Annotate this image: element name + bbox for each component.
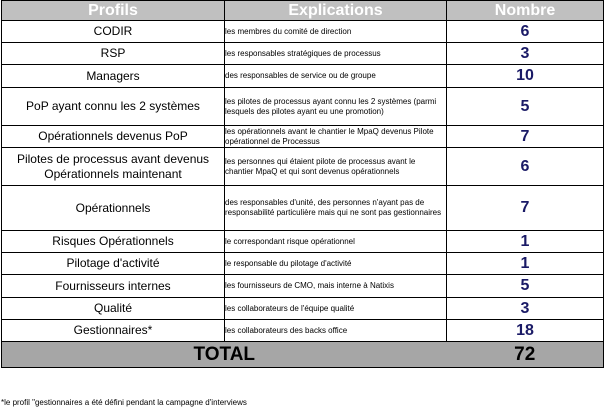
nombre-cell: 18 bbox=[447, 320, 604, 342]
footnote: *le profil "gestionnaires a été défini pendant la campagne d'interviews bbox=[1, 398, 247, 407]
profil-cell: Risques Opérationnels bbox=[2, 231, 225, 253]
header-row bbox=[2, 1, 604, 21]
table-row bbox=[2, 231, 604, 253]
nombre-cell: 3 bbox=[447, 298, 604, 320]
profil-cell: Pilotage d'activité bbox=[2, 253, 225, 275]
table-row bbox=[2, 253, 604, 275]
total-label: TOTAL bbox=[2, 342, 447, 368]
nombre-cell: 5 bbox=[447, 88, 604, 126]
explication-cell: le correspondant risque opérationnel bbox=[225, 231, 447, 253]
header-explications: Explications bbox=[225, 1, 447, 21]
table-row bbox=[2, 65, 604, 88]
explication-cell: les opérationnels avant le chantier le MpaQ devenus Pilote opérationnel de Processus bbox=[225, 126, 447, 148]
total-row bbox=[2, 342, 604, 368]
nombre-cell: 1 bbox=[447, 231, 604, 253]
table-row bbox=[2, 88, 604, 126]
profil-cell: Fournisseurs internes bbox=[2, 275, 225, 298]
nombre-cell: 3 bbox=[447, 43, 604, 65]
header-nombre: Nombre bbox=[447, 1, 604, 21]
nombre-cell: 7 bbox=[447, 126, 604, 148]
profil-cell: CODIR bbox=[2, 21, 225, 43]
explication-cell: les collaborateurs de l'équipe qualité bbox=[225, 298, 447, 320]
table-row bbox=[2, 298, 604, 320]
explication-cell: les collaborateurs des backs office bbox=[225, 320, 447, 342]
nombre-cell: 5 bbox=[447, 275, 604, 298]
explication-cell: les personnes qui étaient pilote de processus avant le chantier MpaQ et qui sont devenus opérationnels bbox=[225, 148, 447, 186]
table-row bbox=[2, 126, 604, 148]
nombre-cell: 1 bbox=[447, 253, 604, 275]
explication-cell: des responsables de service ou de groupe bbox=[225, 65, 447, 88]
nombre-cell: 7 bbox=[447, 186, 604, 231]
table-row bbox=[2, 148, 604, 186]
table-row bbox=[2, 275, 604, 298]
explication-cell: les responsables stratégiques de processus bbox=[225, 43, 447, 65]
explication-cell: les fournisseurs de CMO, mais interne à Natixis bbox=[225, 275, 447, 298]
explication-cell: des responsables d'unité, des personnes n'ayant pas de responsabilité particulière mais qui ne sont pas gestionnaires bbox=[225, 186, 447, 231]
nombre-cell: 10 bbox=[447, 65, 604, 88]
explication-cell: le responsable du pilotage d'activité bbox=[225, 253, 447, 275]
profil-cell: Managers bbox=[2, 65, 225, 88]
explication-cell: les membres du comité de direction bbox=[225, 21, 447, 43]
explication-cell: les pilotes de processus ayant connu les 2 systèmes (parmi lesquels des pilotes ayant eu une promotion) bbox=[225, 88, 447, 126]
table-row bbox=[2, 43, 604, 65]
profil-cell: Opérationnels bbox=[2, 186, 225, 231]
profil-cell: Qualité bbox=[2, 298, 225, 320]
profil-cell: Gestionnaires* bbox=[2, 320, 225, 342]
profil-cell: Opérationnels devenus PoP bbox=[2, 126, 225, 148]
nombre-cell: 6 bbox=[447, 21, 604, 43]
profil-cell: Pilotes de processus avant devenus Opérationnels maintenant bbox=[2, 148, 225, 186]
table-row bbox=[2, 320, 604, 342]
table-row bbox=[2, 186, 604, 231]
header-profils: Profils bbox=[2, 1, 225, 21]
table-row bbox=[2, 21, 604, 43]
profils-table bbox=[1, 0, 604, 368]
profil-cell: RSP bbox=[2, 43, 225, 65]
nombre-cell: 6 bbox=[447, 148, 604, 186]
profil-cell: PoP ayant connu les 2 systèmes bbox=[2, 88, 225, 126]
total-value: 72 bbox=[447, 342, 604, 368]
